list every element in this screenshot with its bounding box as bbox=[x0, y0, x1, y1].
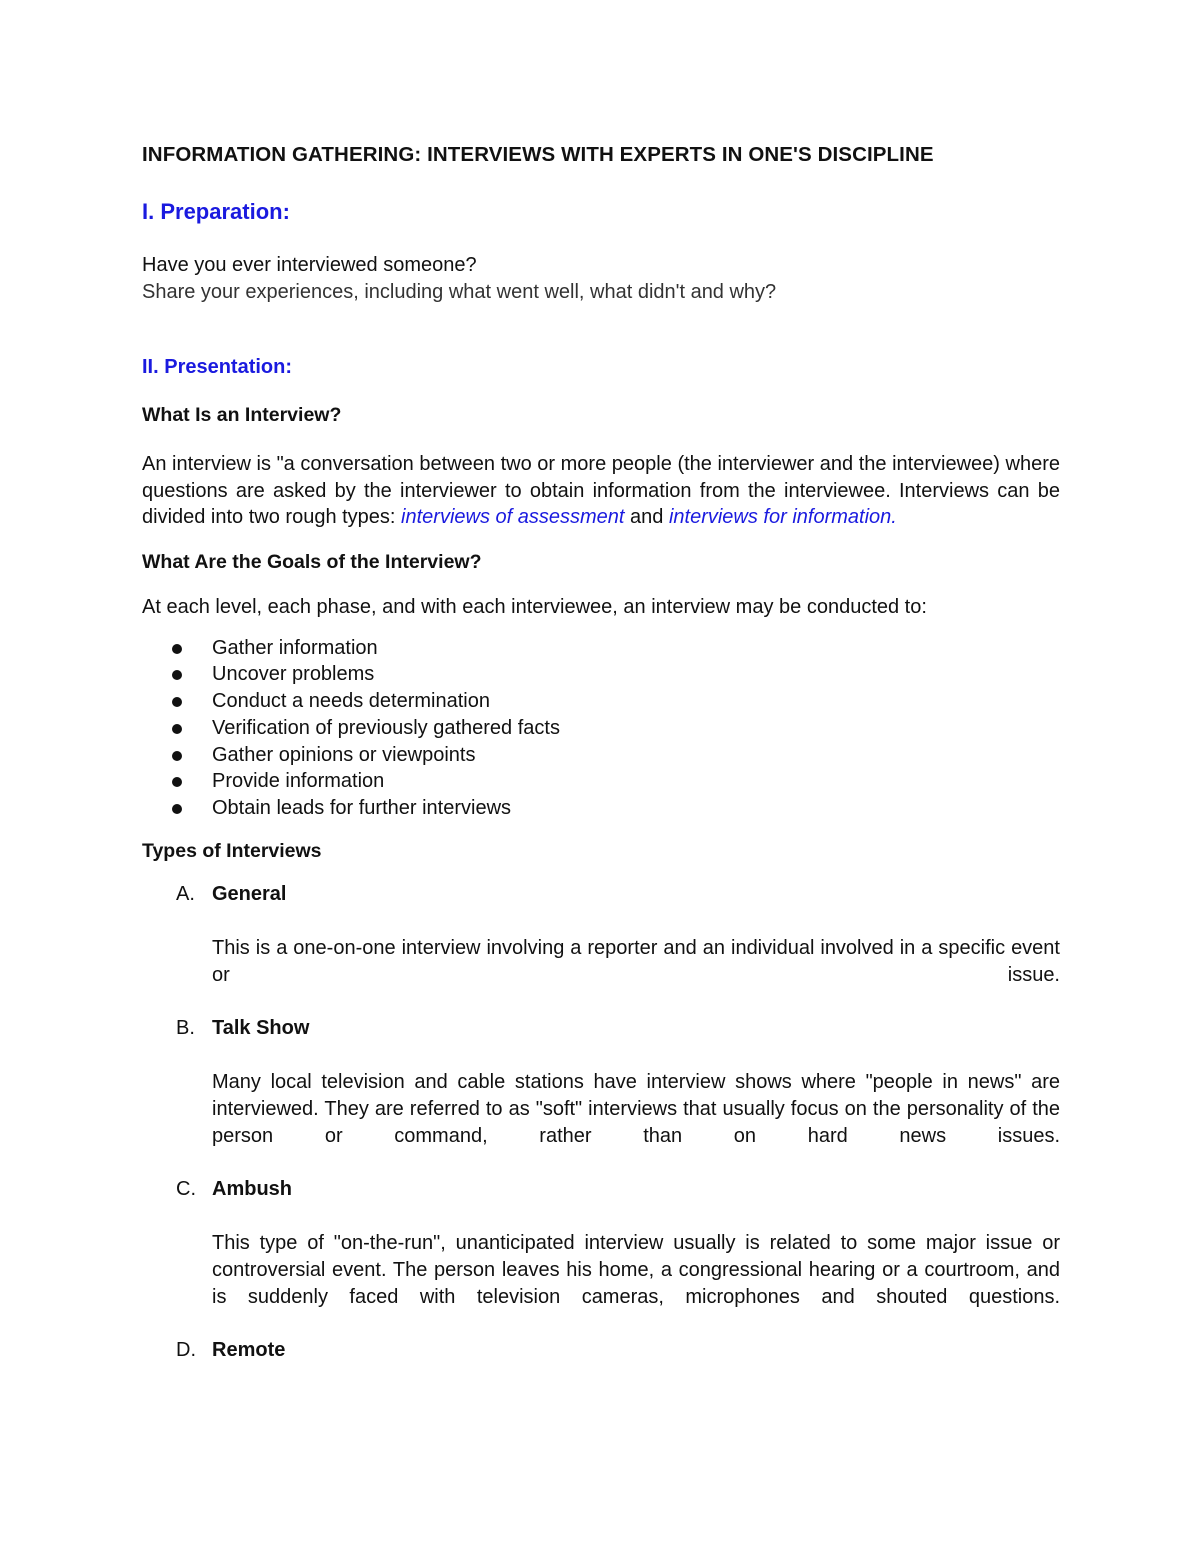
type-description: This type of "on-the-run", unanticipated interview usually is related to some major issue or controversial event. The person leaves his home, a congressional hearing or a courtroom, and is suddenly faced with television cameras, microphones and shouted questions. bbox=[212, 1232, 1060, 1309]
definition-and: and bbox=[624, 506, 669, 528]
type-letter: B. bbox=[176, 1017, 195, 1040]
type-talk-show bbox=[142, 1015, 1060, 1150]
list-item: Conduct a needs determination bbox=[172, 688, 1060, 715]
type-heading: B. Talk Show bbox=[212, 1015, 1060, 1042]
bullet-icon bbox=[172, 644, 182, 654]
type-heading: A. General bbox=[212, 881, 1060, 908]
bullet-icon bbox=[172, 751, 182, 761]
bullet-icon bbox=[172, 777, 182, 787]
preparation-heading: I. Preparation: bbox=[142, 199, 290, 224]
type-remote bbox=[142, 1337, 1060, 1364]
bullet-icon bbox=[172, 724, 182, 734]
list-item: Verification of previously gathered facts bbox=[172, 715, 1060, 742]
type-description: Many local television and cable stations have interview shows where "people in news" are interviewed. They are referred to as "soft" interviews that usually focus on the personality of the person or command, rather than on hard news issues. bbox=[212, 1071, 1060, 1148]
type-letter: A. bbox=[176, 883, 195, 906]
list-item: Obtain leads for further interviews bbox=[172, 795, 1060, 822]
definition-text: An interview is "a conversation between two or more people (the interviewer and the interviewee) where questions are asked by the interviewer to obtain information from the interviewee. Interviews can be divided into two rough types: bbox=[142, 453, 1060, 528]
presentation-heading: II. Presentation: bbox=[142, 356, 293, 378]
type-heading: D. Remote bbox=[212, 1337, 1060, 1364]
list-item: Gather information bbox=[172, 635, 1060, 662]
type-information-term: interviews for information. bbox=[668, 506, 897, 528]
type-assessment-term: interviews of assessment bbox=[401, 506, 625, 528]
type-description: This is a one-on-one interview involving a reporter and an individual involved in a specific event or issue. bbox=[212, 937, 1060, 987]
goals-heading: What Are the Goals of the Interview? bbox=[142, 550, 482, 573]
types-heading: Types of Interviews bbox=[142, 840, 322, 863]
preparation-question: Have you ever interviewed someone? bbox=[142, 254, 477, 276]
preparation-prompt: Share your experiences, including what went well, what didn't and why? bbox=[142, 281, 777, 303]
page-title: INFORMATION GATHERING: INTERVIEWS WITH EXPERTS IN ONE'S DISCIPLINE bbox=[142, 143, 934, 166]
bullet-icon bbox=[172, 670, 182, 680]
type-letter: C. bbox=[176, 1178, 196, 1201]
bullet-icon bbox=[172, 804, 182, 814]
goals-list bbox=[142, 635, 1060, 823]
list-item: Provide information bbox=[172, 768, 1060, 795]
bullet-icon bbox=[172, 697, 182, 707]
interview-definition bbox=[142, 451, 1060, 531]
type-ambush bbox=[142, 1176, 1060, 1311]
list-item: Uncover problems bbox=[172, 661, 1060, 688]
what-is-interview-heading: What Is an Interview? bbox=[142, 404, 342, 426]
list-item: Gather opinions or viewpoints bbox=[172, 742, 1060, 769]
type-letter: D. bbox=[176, 1339, 196, 1362]
type-general bbox=[142, 881, 1060, 989]
type-heading: C. Ambush bbox=[212, 1176, 1060, 1203]
goals-intro: At each level, each phase, and with each interviewee, an interview may be conducted to: bbox=[142, 595, 927, 618]
